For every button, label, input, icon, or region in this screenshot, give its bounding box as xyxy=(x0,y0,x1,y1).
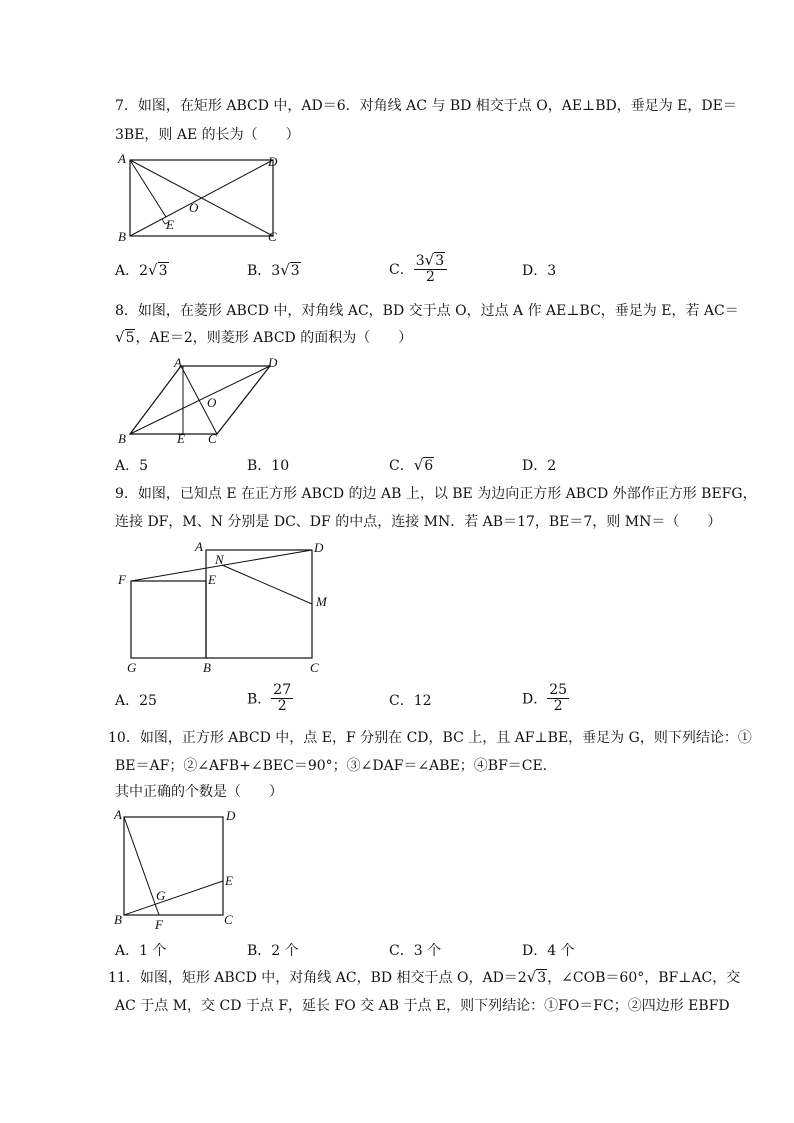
q10-option-d[interactable]: D．4 个 xyxy=(522,943,575,959)
q9-label-d: D xyxy=(314,540,324,555)
q10-label-b: B xyxy=(114,912,122,927)
q7-segment-ae xyxy=(130,160,166,217)
q8-figure xyxy=(110,354,290,449)
q7-label-d: D xyxy=(268,154,278,169)
q8-label-c: C xyxy=(208,431,217,446)
q8-option-a[interactable]: A．5 xyxy=(115,458,149,474)
q10-stem-line2: BE＝AF；②∠AFB+∠BEC＝90°；③∠DAF＝∠ABE；④BF＝CE． xyxy=(115,758,557,774)
q7-label-e: E xyxy=(166,217,174,232)
q9-label-g: G xyxy=(127,660,137,675)
q9-label-a: A xyxy=(195,539,203,554)
q8-label-d: D xyxy=(268,355,278,370)
q8-stem-line1: 8．如图，在菱形 ABCD 中，对角线 AC，BD 交于点 O，过点 A 作 AE⊥BC，垂足为 E，若 AC＝ xyxy=(115,303,739,319)
q10-option-c[interactable]: C．3 个 xyxy=(389,943,442,959)
q8-label-e: E xyxy=(177,431,185,446)
q9-label-e: E xyxy=(208,572,216,587)
q9-option-a[interactable]: A．25 xyxy=(115,693,157,709)
q10-option-b[interactable]: B．2 个 xyxy=(247,943,299,959)
q7-option-a[interactable]: A．2√3 xyxy=(115,261,168,279)
q9-label-f: F xyxy=(118,572,126,587)
q9-stem-line1: 9．如图，已知点 E 在正方形 ABCD 的边 AB 上，以 BE 为边向正方形 ABCD 外部作正方形 BEFG， xyxy=(115,486,757,502)
q10-square xyxy=(124,817,223,915)
q7-label-a: A xyxy=(118,151,126,166)
q8-label-a: A xyxy=(174,355,182,370)
q9-label-m: M xyxy=(316,594,327,609)
q10-label-a: A xyxy=(114,807,122,822)
q10-stem-line3: 其中正确的个数是（ ） xyxy=(115,784,283,800)
q7-label-c: C xyxy=(268,229,277,244)
q10-segment-af xyxy=(124,817,159,915)
q10-label-c: C xyxy=(224,912,233,927)
q7-label-o: O xyxy=(189,200,199,215)
q8-option-c[interactable]: C．√6 xyxy=(389,456,434,474)
q9-square-befg xyxy=(131,581,206,658)
q8-option-d[interactable]: D．2 xyxy=(522,458,557,474)
q9-stem-line2: 连接 DF，M、N 分别是 DC、DF 的中点，连接 MN．若 AB＝17，BE＝7，则 MN＝（ ） xyxy=(115,514,722,530)
q8-label-b: B xyxy=(118,431,126,446)
q7-option-c[interactable]: C． $\frac{3√3}{2}$ xyxy=(389,253,447,285)
q10-stem-line1: 10．如图，正方形 ABCD 中，点 E，F 分别在 CD，BC 上，且 AF⊥BE，垂足为 G，则下列结论：① xyxy=(108,730,752,746)
q8-label-o: O xyxy=(207,395,217,410)
q8-stem-line2: √5，AE＝2，则菱形 ABCD 的面积为（ ） xyxy=(115,328,413,346)
q9-option-d[interactable]: D． $\frac{25}{2}$ xyxy=(522,682,568,714)
q11-stem-line1: 11．如图，矩形 ABCD 中，对角线 AC，BD 相交于点 O，AD＝2√3，∠COB＝60°，BF⊥AC，交 xyxy=(108,968,741,986)
q9-option-c[interactable]: C．12 xyxy=(389,693,432,709)
q9-figure xyxy=(110,538,340,678)
q8-option-b[interactable]: B．10 xyxy=(247,458,290,474)
q10-segment-be xyxy=(124,881,223,915)
q7-option-d[interactable]: D．3 xyxy=(522,263,557,279)
q9-label-n: N xyxy=(215,552,224,567)
q7-stem-line1: 7．如图，在矩形 ABCD 中，AD＝6．对角线 AC 与 BD 相交于点 O，AE⊥BD，垂足为 E，DE＝ xyxy=(115,98,737,114)
q7-label-b: B xyxy=(118,229,126,244)
q10-label-f: F xyxy=(155,917,163,932)
q7-figure xyxy=(110,150,290,245)
q10-figure xyxy=(110,805,250,935)
q9-segment-mn xyxy=(222,565,312,604)
q10-label-g: G xyxy=(156,888,166,903)
q10-label-e: E xyxy=(225,873,233,888)
q10-option-a[interactable]: A．1 个 xyxy=(115,943,167,959)
q9-label-c: C xyxy=(310,660,319,675)
q10-label-d: D xyxy=(226,808,236,823)
q9-label-b: B xyxy=(203,660,211,675)
q11-stem-line2: AC 于点 M，交 CD 于点 F，延长 FO 交 AB 于点 E，则下列结论：①FO＝FC；②四边形 EBFD xyxy=(115,998,730,1014)
q8-diagonal-bd xyxy=(130,366,270,434)
q7-option-b[interactable]: B．3√3 xyxy=(247,261,300,279)
q9-option-b[interactable]: B． $\frac{27}{2}$ xyxy=(247,682,292,714)
q7-stem-line2: 3BE，则 AE 的长为（ ） xyxy=(115,127,300,143)
